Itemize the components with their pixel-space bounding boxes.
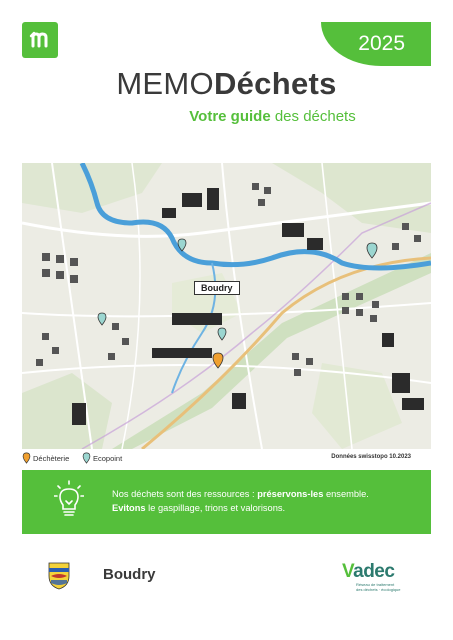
year-badge [321, 22, 431, 66]
title-memo: MEMO [116, 66, 214, 101]
subtitle-rest: des déchets [270, 108, 356, 125]
lightbulb-icon [54, 480, 84, 520]
message-banner [22, 470, 431, 534]
boudry-coat-of-arms-icon [48, 562, 70, 590]
banner-line-1b: préservons-les [257, 489, 324, 499]
commune-name: Boudry [103, 566, 156, 583]
banner-line-1 [112, 487, 369, 501]
banner-line-2b: le gaspillage, trions et valorisons. [145, 503, 286, 513]
map-place-label: Boudry [194, 281, 240, 295]
banner-line-2a: Evitons [112, 503, 146, 513]
page-title [0, 66, 453, 102]
legend-dechetterie-label: Déchèterie [33, 453, 70, 463]
boudry-map[interactable] [22, 163, 431, 449]
vadec-tagline-2: des déchets · écologique [356, 587, 401, 592]
memo-logo [22, 22, 58, 58]
subtitle-highlight: Votre guide [189, 108, 271, 125]
dechetterie-pin-icon [22, 452, 31, 464]
map-graphic [22, 163, 431, 449]
memo-m-logo-icon [28, 28, 52, 52]
legend-ecopoint [82, 452, 122, 464]
page-subtitle [0, 108, 453, 126]
vadec-rest: adec [353, 561, 395, 582]
vadec-v: V [342, 561, 354, 582]
legend-ecopoint-label: Ecopoint [93, 453, 123, 463]
map-credit: Données swisstopo 10.2023 [331, 454, 411, 460]
banner-line-2 [112, 501, 369, 515]
ecopoint-pin-icon [82, 452, 91, 464]
year-text: 2025 [358, 32, 405, 55]
banner-line-1c: ensemble. [323, 489, 369, 499]
legend-dechetterie [22, 452, 69, 464]
vadec-tagline-1: Réseau de traitement [356, 582, 395, 587]
banner-line-1a: Nos déchets sont des ressources : [112, 489, 258, 499]
title-dechets: Déchets [213, 66, 337, 101]
vadec-wordmark [342, 562, 412, 582]
banner-text [112, 487, 369, 515]
map-legend [22, 452, 431, 466]
vadec-logo [342, 562, 412, 592]
